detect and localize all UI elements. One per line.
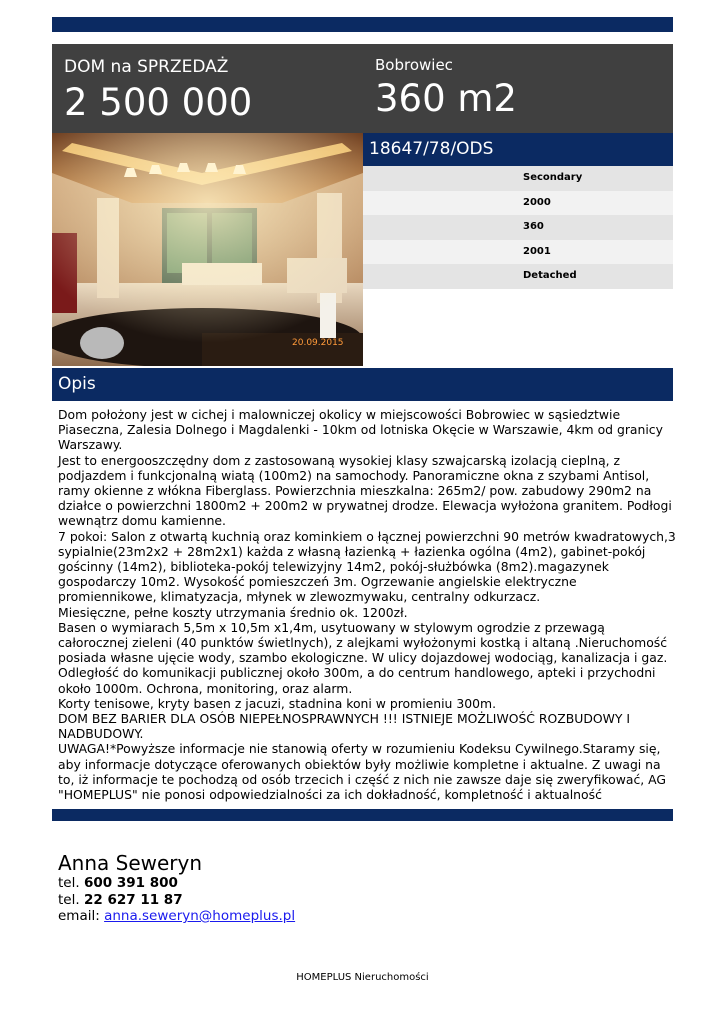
- description-line: działce o powierzchni 1800m2 + 200m2 w prywatnej drodze. Elewacja wyłożona granitem. Podłogi: [58, 498, 672, 514]
- tel-label: tel.: [58, 891, 80, 908]
- description-line: "HOMEPLUS" nie ponosi odpowiedzialności za ich dokładność, kompletność i aktualność: [58, 787, 602, 803]
- description-line: ramy okienne z włókna Fiberglass. Powierzchnia mieszkalna: 265m2/ pow. zabudowy 290m2 na: [58, 483, 652, 499]
- detail-area: 360: [363, 215, 673, 240]
- property-type: DOM na SPRZEDAŻ: [64, 57, 229, 77]
- detail-market: Secondary: [363, 166, 673, 191]
- description-line: Piaseczna, Zalesia Dolnego i Magdalenki - 10km od lotniska Okęcie w Warszawie, 4km od granicy: [58, 422, 663, 438]
- agent-name: Anna Seweryn: [58, 851, 203, 875]
- listing-header: [52, 44, 673, 133]
- photo-date-stamp: 20.09.2015: [292, 338, 344, 348]
- details-table: [363, 166, 673, 289]
- description-line: promiennikowe, klimatyzacja, młynek w zlewozmywaku, centralny odkurzacz.: [58, 589, 541, 605]
- description-text: [58, 407, 676, 803]
- bottom-decorative-bar: [52, 809, 673, 821]
- detail-year-built: 2000: [363, 191, 673, 216]
- description-line: Jest to energooszczędny dom z zastosowaną wysokiej klasy szwajcarską izolacją cieplną, z: [58, 452, 621, 468]
- description-line: NADBUDOWY.: [58, 726, 144, 742]
- detail-building-type: Detached: [363, 264, 673, 289]
- footer-company: HOMEPLUS Nieruchomości: [296, 972, 429, 983]
- email-label: email:: [58, 908, 100, 924]
- description-line: aby informacje dotyczące oferowanych obiektów były możliwie kompletne i aktualne. Z uwagi na: [58, 756, 661, 772]
- property-city: Bobrowiec: [375, 56, 453, 74]
- agent-phone-1: [58, 875, 295, 892]
- agent-phone-number-2: 22 627 11 87: [83, 891, 183, 908]
- description-line: 7 pokoi: Salon z otwartą kuchnią oraz kominkiem o łącznej powierzchni 90 metrów kwadratowych,3: [58, 528, 676, 544]
- description-line: Korty tenisowe, kryty basen z jacuzi, stadnina koni w promieniu 300m.: [58, 695, 497, 711]
- property-price: 2 500 000: [64, 81, 253, 124]
- agent-email-row: [58, 908, 295, 925]
- property-photo: [52, 133, 363, 366]
- description-line: Basen o wymiarach 5,5m x 10,5m x1,4m, usytuowany w stylowym ogrodzie z przewagą: [58, 619, 605, 635]
- tel-label: tel.: [58, 875, 80, 891]
- description-line: sypialnie(23m2x2 + 28m2x1) każda z własną łazienką + łazienka ogólna (4m2), gabinet-pokój: [58, 543, 646, 559]
- header-right: [375, 56, 517, 120]
- description-line: UWAGA!*Powyższe informacje nie stanowią oferty w rozumieniu Kodeksu Cywilnego.Staramy się,: [58, 741, 661, 757]
- description-line: wewnątrz domu kamienne.: [58, 513, 226, 529]
- description-line: gościnny (14m2), biblioteka-pokój telewizyjny 14m2, pokój-służbówka (8m2).magazynek: [58, 559, 609, 575]
- description-heading: Opis: [52, 368, 673, 401]
- agent-phone-number-1: 600 391 800: [83, 875, 178, 891]
- description-line: podjazdem i funkcjonalną wiatą (100m2) na samochody. Panoramiczne okna z szybami Antisol,: [58, 467, 650, 483]
- description-line: Miesięczne, pełne koszty utrzymania średnio ok. 1200zł.: [58, 604, 408, 620]
- property-area: 360 m2: [375, 77, 517, 120]
- agent-email-link[interactable]: anna.seweryn@homeplus.pl: [104, 908, 296, 924]
- agent-phone-2: [58, 892, 295, 909]
- description-line: około 1000m. Ochrona, monitoring, oraz alarm.: [58, 680, 353, 696]
- description-line: gospodarczy 10m2. Wysokość pomieszczeń 3m. Ogrzewanie angielskie elektryczne: [58, 574, 577, 590]
- description-line: to, iż informacje te pochodzą od osób trzecich i część z nich nie zawsze daje się zweryfikować, AG: [58, 771, 667, 787]
- description-line: całorocznej zieleni (40 punktów świetlnych), z alejkami wyłożonymi kostką i altaną .Nieruchomość: [58, 635, 668, 651]
- listing-reference: 18647/78/ODS: [363, 133, 673, 166]
- description-line: Odległość do komunikacji publicznej około 300m, a do centrum handlowego, apteki i przychodni: [58, 665, 656, 681]
- top-decorative-bar: [52, 17, 673, 32]
- agent-contact: [58, 851, 295, 925]
- description-line: DOM BEZ BARIER DLA OSÓB NIEPEŁNOSPRAWNYCH !!! ISTNIEJE MOŻLIWOŚĆ ROZBUDOWY I: [58, 711, 631, 727]
- description-line: Warszawy.: [58, 437, 123, 453]
- detail-year: 2001: [363, 240, 673, 265]
- description-line: posiada własne ujęcie wody, szambo ekologiczne. W ulicy dojazdowej wodociąg, kanalizacja i gaz.: [58, 650, 668, 666]
- description-line: Dom położony jest w cichej i malowniczej okolicy w miejscowości Bobrowiec w sąsiedztwie: [58, 407, 621, 422]
- header-left: [64, 56, 252, 124]
